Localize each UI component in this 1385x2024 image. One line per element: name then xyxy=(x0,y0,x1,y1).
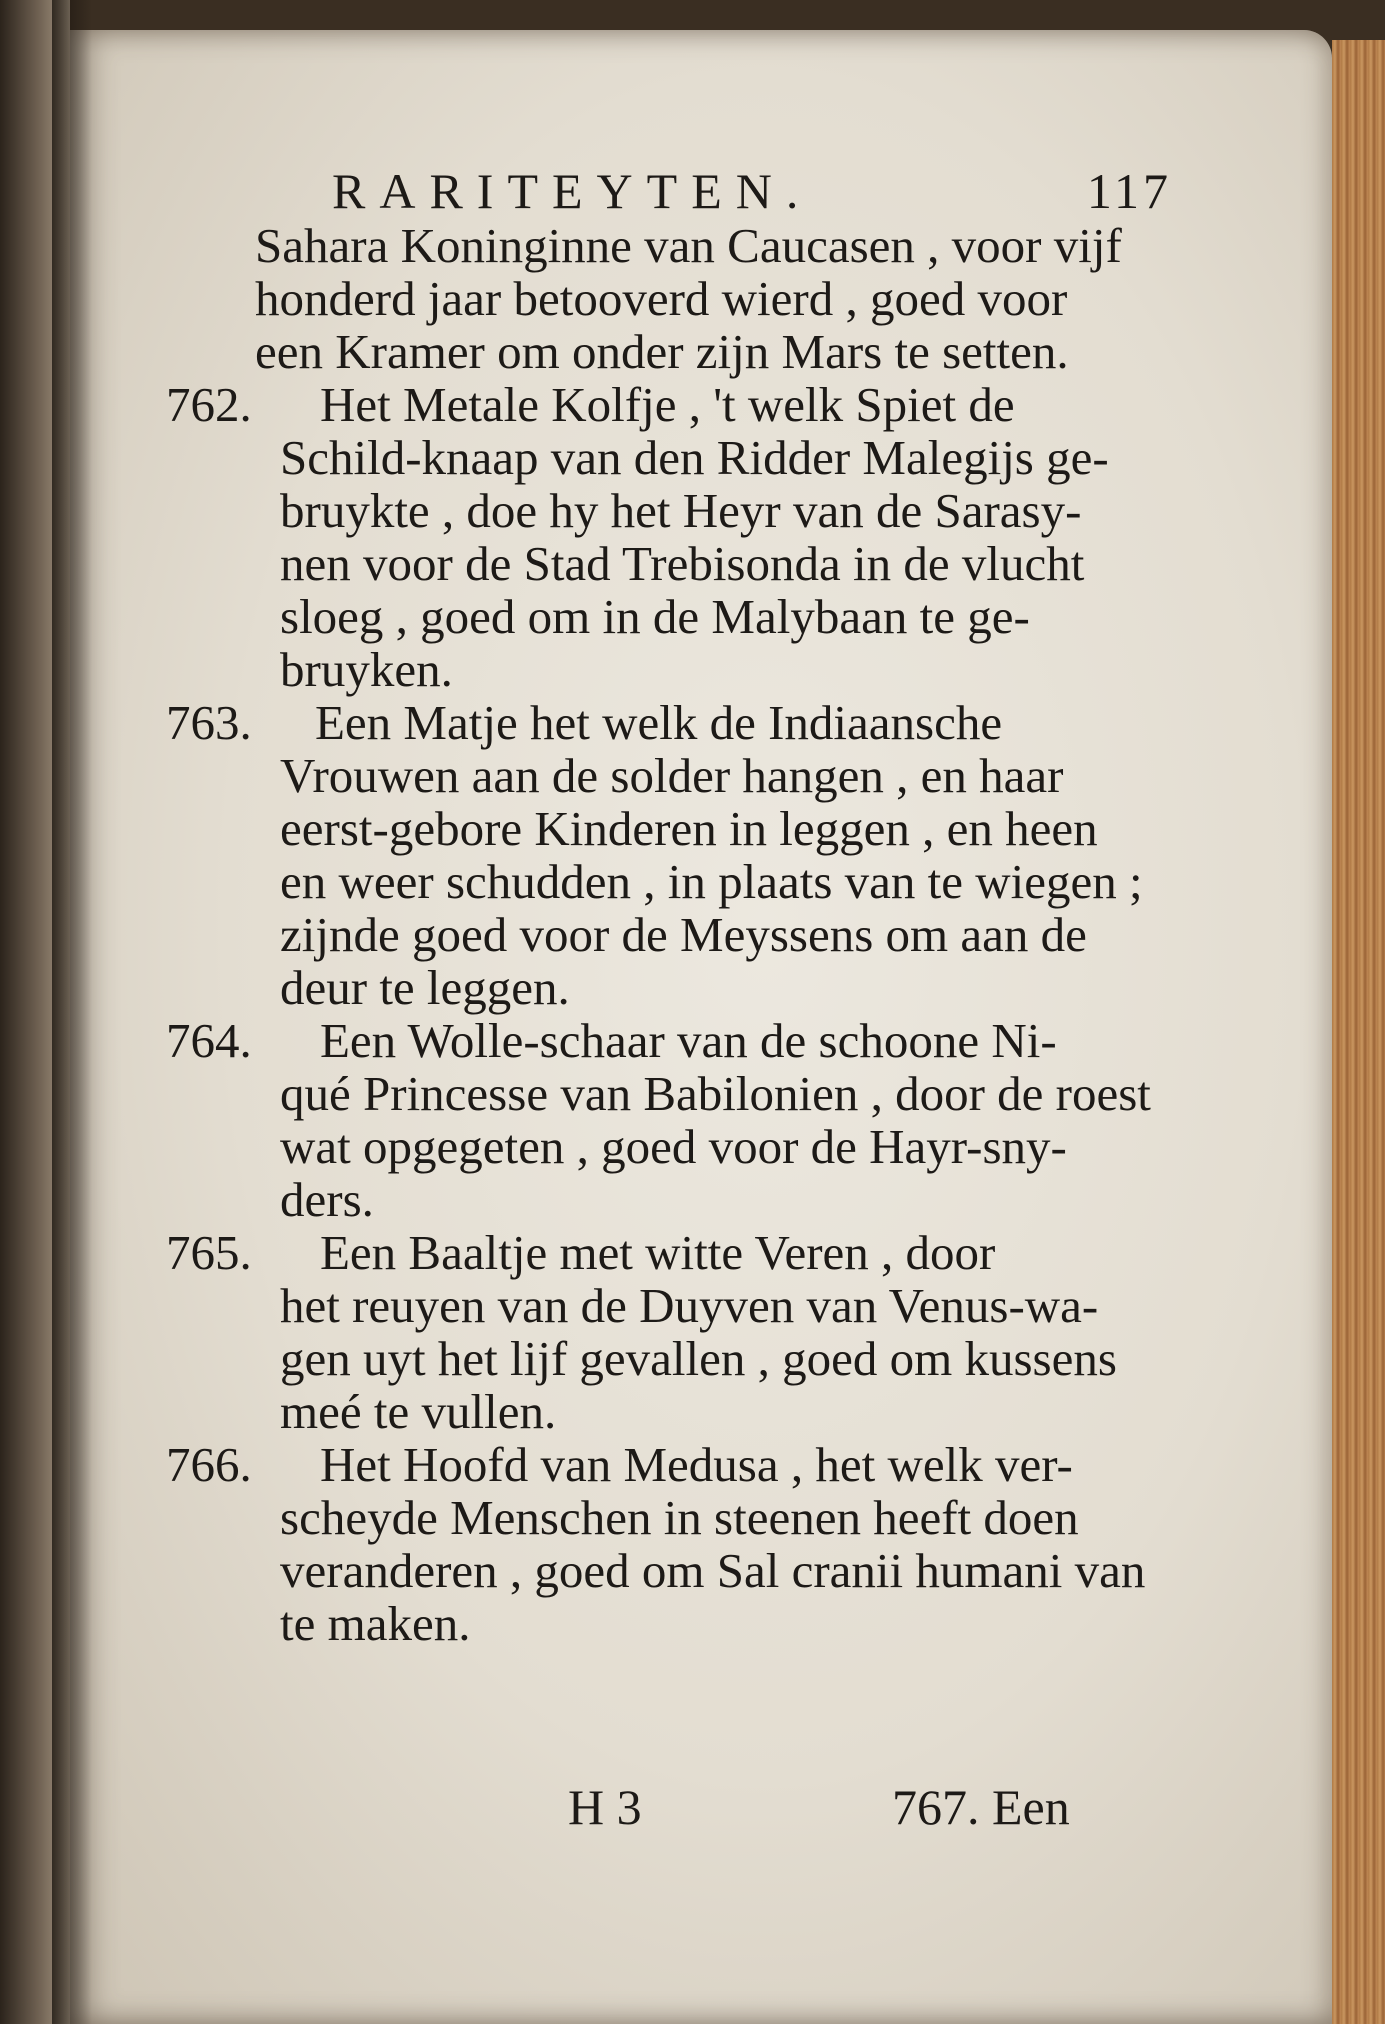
entry-number: 764. xyxy=(166,1013,252,1068)
line-text: qué Princesse van Babilonien , door de roest xyxy=(280,1066,1151,1121)
text-line xyxy=(70,1437,1332,1493)
page-number: 117 xyxy=(1086,163,1172,219)
text-line xyxy=(70,695,1332,751)
text-line xyxy=(70,960,1332,1016)
text-line xyxy=(70,377,1332,433)
text-line xyxy=(70,218,1332,274)
text-line xyxy=(70,1596,1332,1652)
text-line xyxy=(70,748,1332,804)
line-text: eerst-gebore Kinderen in leggen , en heen xyxy=(280,801,1098,856)
text-line xyxy=(70,1543,1332,1599)
entry-number: 763. xyxy=(166,695,252,750)
line-text: Het Hoofd van Medusa , het welk ver- xyxy=(320,1437,1073,1492)
line-text: zijnde goed voor de Meyssens om aan de xyxy=(280,907,1087,962)
text-line xyxy=(70,1384,1332,1440)
line-text: te maken. xyxy=(280,1596,471,1651)
line-text: ders. xyxy=(280,1172,374,1227)
text-line xyxy=(70,1331,1332,1387)
book-page xyxy=(70,30,1332,2024)
line-text: deur te leggen. xyxy=(280,960,570,1015)
line-text: nen voor de Stad Trebisonda in de vlucht xyxy=(280,536,1085,591)
line-text: Vrouwen aan de solder hangen , en haar xyxy=(280,748,1064,803)
running-head: RARITEYTEN. xyxy=(332,163,813,219)
text-line xyxy=(70,536,1332,592)
line-text: Een Matje het welk de Indiaansche xyxy=(315,695,1003,750)
page-header xyxy=(332,162,1172,220)
text-line xyxy=(70,1013,1332,1069)
line-text: meé te vullen. xyxy=(280,1384,557,1439)
line-text: Sahara Koninginne van Caucasen , voor vijf xyxy=(255,218,1122,273)
text-line xyxy=(70,1172,1332,1228)
signature-mark: H 3 xyxy=(568,1779,642,1835)
line-text: Schild-knaap van den Ridder Malegijs ge- xyxy=(280,430,1109,485)
line-text: veranderen , goed om Sal cranii humani van xyxy=(280,1543,1146,1598)
line-text: sloeg , goed om in de Malybaan te ge- xyxy=(280,589,1030,644)
text-line xyxy=(70,1066,1332,1122)
line-text: een Kramer om onder zijn Mars te setten. xyxy=(255,324,1069,379)
catchword: 767. Een xyxy=(892,1779,1070,1835)
entry-number: 762. xyxy=(166,377,252,432)
line-text: wat opgegeten , goed voor de Hayr-sny- xyxy=(280,1119,1067,1174)
text-line xyxy=(70,430,1332,486)
text-line xyxy=(70,324,1332,380)
line-text: bruykte , doe hy het Heyr van de Sarasy- xyxy=(280,483,1082,538)
line-text: scheyde Menschen in steenen heeft doen xyxy=(280,1490,1079,1545)
text-line xyxy=(70,854,1332,910)
text-line xyxy=(70,589,1332,645)
page-footer xyxy=(70,1778,1332,1838)
page-text xyxy=(70,30,1332,2024)
line-text: gen uyt het lijf gevallen , goed om kussens xyxy=(280,1331,1117,1386)
entry-number: 766. xyxy=(166,1437,252,1492)
line-text: het reuyen van de Duyven van Venus-wa- xyxy=(280,1278,1099,1333)
text-line xyxy=(70,1490,1332,1546)
book-gutter xyxy=(52,0,92,2024)
line-text: en weer schudden , in plaats van te wiegen ; xyxy=(280,854,1143,909)
line-text: Het Metale Kolfje , 't welk Spiet de xyxy=(320,377,1015,432)
line-text: Een Baaltje met witte Veren , door xyxy=(320,1225,996,1280)
line-text: bruyken. xyxy=(280,642,453,697)
text-line xyxy=(70,642,1332,698)
page-edges xyxy=(1332,40,1385,2024)
entry-number: 765. xyxy=(166,1225,252,1280)
text-line xyxy=(70,1278,1332,1334)
text-line xyxy=(70,271,1332,327)
text-line xyxy=(70,483,1332,539)
line-text: Een Wolle-schaar van de schoone Ni- xyxy=(320,1013,1057,1068)
text-line xyxy=(70,801,1332,857)
text-line xyxy=(70,1225,1332,1281)
line-text: honderd jaar betooverd wierd , goed voor xyxy=(255,271,1068,326)
text-line xyxy=(70,907,1332,963)
text-line xyxy=(70,1119,1332,1175)
